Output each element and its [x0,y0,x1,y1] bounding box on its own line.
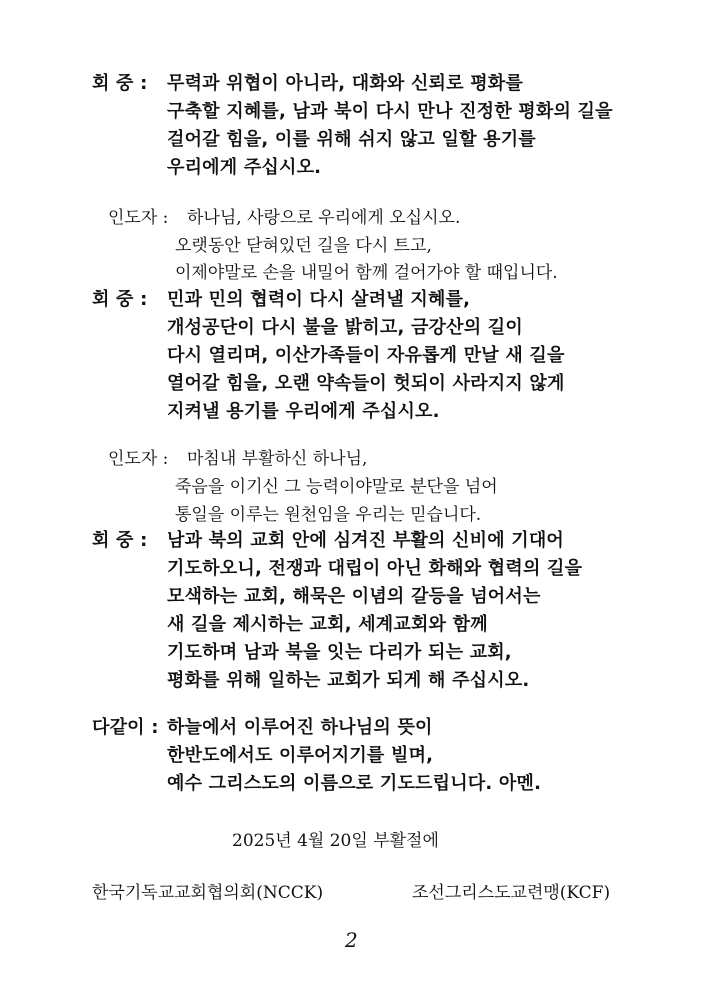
response-line: 기도하며 남과 북을 잇는 다리가 되는 교회, [167,642,512,663]
prayer-line: 통일을 이루는 원천임을 우리는 믿습니다. [175,505,482,525]
response-line: 하늘에서 이루어진 하나님의 뜻이 [167,717,433,738]
date-line: 2025년 4월 20일 부활절에 [232,831,439,851]
response-line: 민과 민의 협력이 다시 살려낼 지혜를, [167,289,471,310]
response-line: 열어갈 힘을, 오랜 약속들이 헛되이 사라지지 않게 [167,373,565,394]
response-line: 걸어갈 힘을, 이를 위해 쉬지 않고 일할 용기를 [167,129,536,150]
prayer-line: 마침내 부활하신 하나님, [187,449,368,469]
prayer-line: 오랫동안 닫혀있던 길을 다시 트고, [175,236,432,256]
response-line: 새 길을 제시하는 교회, 세계교회와 함께 [167,614,488,635]
prayer-line: 죽음을 이기신 그 능력이야말로 분단을 넘어 [175,477,498,497]
response-line: 지켜낼 용기를 우리에게 주십시오. [167,401,440,422]
prayer-line: 하나님, 사랑으로 우리에게 오십시오. [187,208,461,228]
speaker-label: 인도자 : [108,449,169,469]
speaker-label: 회 중 : [92,530,148,551]
response-line: 평화를 위해 일하는 교회가 되게 해 주십시오. [167,670,530,691]
response-line: 한반도에서도 이루어지기를 빌며, [167,745,434,766]
response-line: 구축할 지혜를, 남과 북이 다시 만나 진정한 평화의 길을 [167,101,613,122]
speaker-label: 인도자 : [108,208,169,228]
response-line: 예수 그리스도의 이름으로 기도드립니다. 아멘. [167,773,542,794]
response-line: 남과 북의 교회 안에 심겨진 부활의 신비에 기대어 [167,530,565,551]
response-line: 모색하는 교회, 해묵은 이념의 갈등을 넘어서는 [167,586,541,607]
response-line: 개성공단이 다시 불을 밝히고, 금강산의 길이 [167,317,523,338]
signature-kcf: 조선그리스도교련맹(KCF) [412,883,611,903]
response-line: 우리에게 주십시오. [167,157,322,178]
page-number: 2 [345,928,358,952]
signature-ncck: 한국기독교교회협의회(NCCK) [92,883,324,903]
response-line: 다시 열리며, 이산가족들이 자유롭게 만날 새 길을 [167,345,565,366]
speaker-label: 다같이 : [92,717,159,738]
speaker-label: 회 중 : [92,289,148,310]
speaker-label: 회 중 : [92,73,148,94]
response-line: 무력과 위협이 아니라, 대화와 신뢰로 평화를 [167,73,523,94]
prayer-line: 이제야말로 손을 내밀어 함께 걸어가야 할 때입니다. [175,263,558,283]
response-line: 기도하오니, 전쟁과 대립이 아닌 화해와 협력의 길을 [167,558,583,579]
